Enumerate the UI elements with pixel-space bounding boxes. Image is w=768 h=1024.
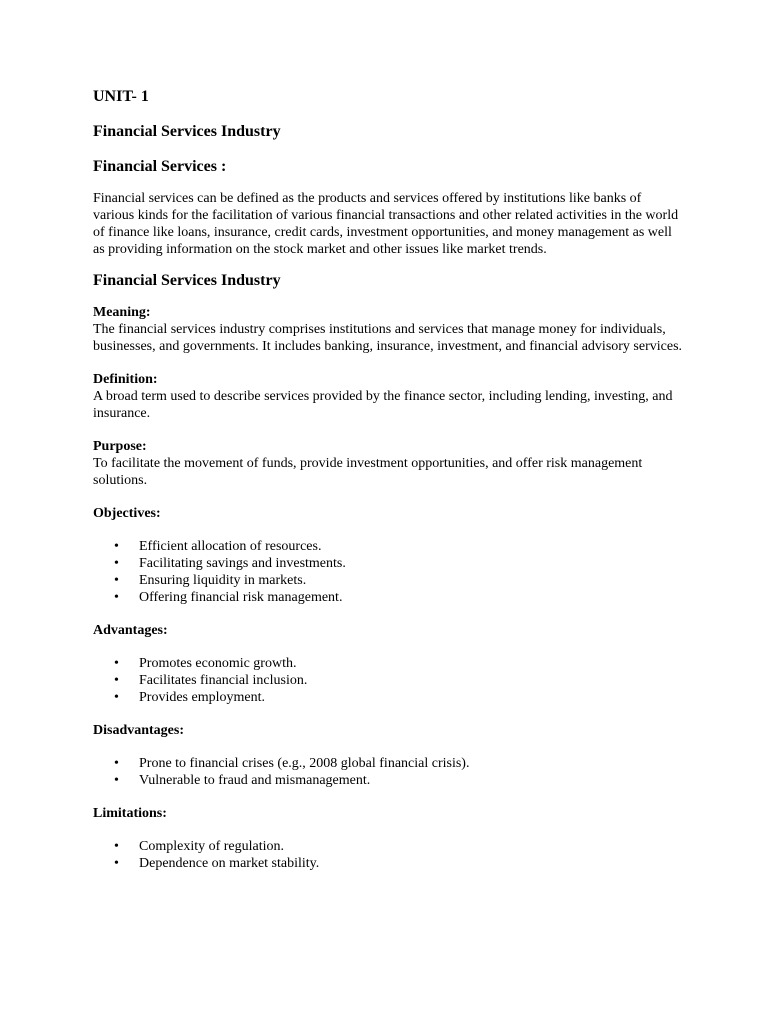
list-item: • Complexity of regulation. — [114, 839, 285, 854]
heading-financial-services-industry-2: Financial Services Industry — [93, 272, 281, 289]
list-item: • Ensuring liquidity in markets. — [114, 573, 307, 588]
bullet-icon: • — [114, 773, 119, 788]
disadvantages-label: Disadvantages: — [93, 723, 185, 738]
disadvantages-list — [93, 755, 683, 789]
bullet-icon: • — [114, 590, 119, 605]
document-page — [93, 86, 683, 888]
bullet-icon: • — [114, 856, 119, 871]
list-item: • Prone to financial crises (e.g., 2008 global financial crisis). — [114, 756, 470, 771]
list-item: • Facilitating savings and investments. — [114, 556, 346, 571]
heading-financial-services-industry: Financial Services Industry — [93, 123, 281, 140]
bullet-icon: • — [114, 839, 119, 854]
objectives-label: Objectives: — [93, 506, 161, 521]
meaning-text: The financial services industry comprises institutions and services that manage money for individuals, businesses, and governments. It includes banking, insurance, investment, and financial advisory services. — [93, 322, 683, 354]
definition-label: Definition: — [93, 372, 158, 387]
meaning-label: Meaning: — [93, 305, 151, 320]
purpose-label: Purpose: — [93, 439, 147, 454]
heading-financial-services: Financial Services : — [93, 158, 227, 175]
list-item: • Vulnerable to fraud and mismanagement. — [114, 773, 371, 788]
list-item: • Promotes economic growth. — [114, 656, 297, 671]
bullet-icon: • — [114, 756, 119, 771]
bullet-icon: • — [114, 690, 119, 705]
limitations-list — [93, 838, 683, 872]
bullet-icon: • — [114, 573, 119, 588]
bullet-icon: • — [114, 673, 119, 688]
purpose-text: To facilitate the movement of funds, provide investment opportunities, and offer risk management solutions. — [93, 456, 643, 488]
list-item: • Dependence on market stability. — [114, 856, 320, 871]
meaning-section — [93, 304, 683, 355]
list-item: • Efficient allocation of resources. — [114, 539, 322, 554]
purpose-section — [93, 438, 683, 489]
definition-section — [93, 371, 683, 422]
limitations-label: Limitations: — [93, 806, 167, 821]
advantages-label: Advantages: — [93, 623, 168, 638]
advantages-list — [93, 655, 683, 706]
bullet-icon: • — [114, 539, 119, 554]
definition-text: A broad term used to describe services provided by the finance sector, including lending, investing, and insurance. — [93, 389, 673, 421]
unit-title: UNIT- 1 — [93, 88, 149, 105]
list-item: • Offering financial risk management. — [114, 590, 343, 605]
objectives-list — [93, 538, 683, 606]
intro-paragraph: Financial services can be defined as the products and services offered by institutions like banks of various kinds for the facilitation of various financial transactions and other related activities in the world of finance like loans, insurance, credit cards, investment opportunities, and money management as well as providing information on the stock market and other issues like market trends. — [93, 191, 679, 257]
bullet-icon: • — [114, 656, 119, 671]
list-item: • Provides employment. — [114, 690, 265, 705]
list-item: • Facilitates financial inclusion. — [114, 673, 308, 688]
bullet-icon: • — [114, 556, 119, 571]
